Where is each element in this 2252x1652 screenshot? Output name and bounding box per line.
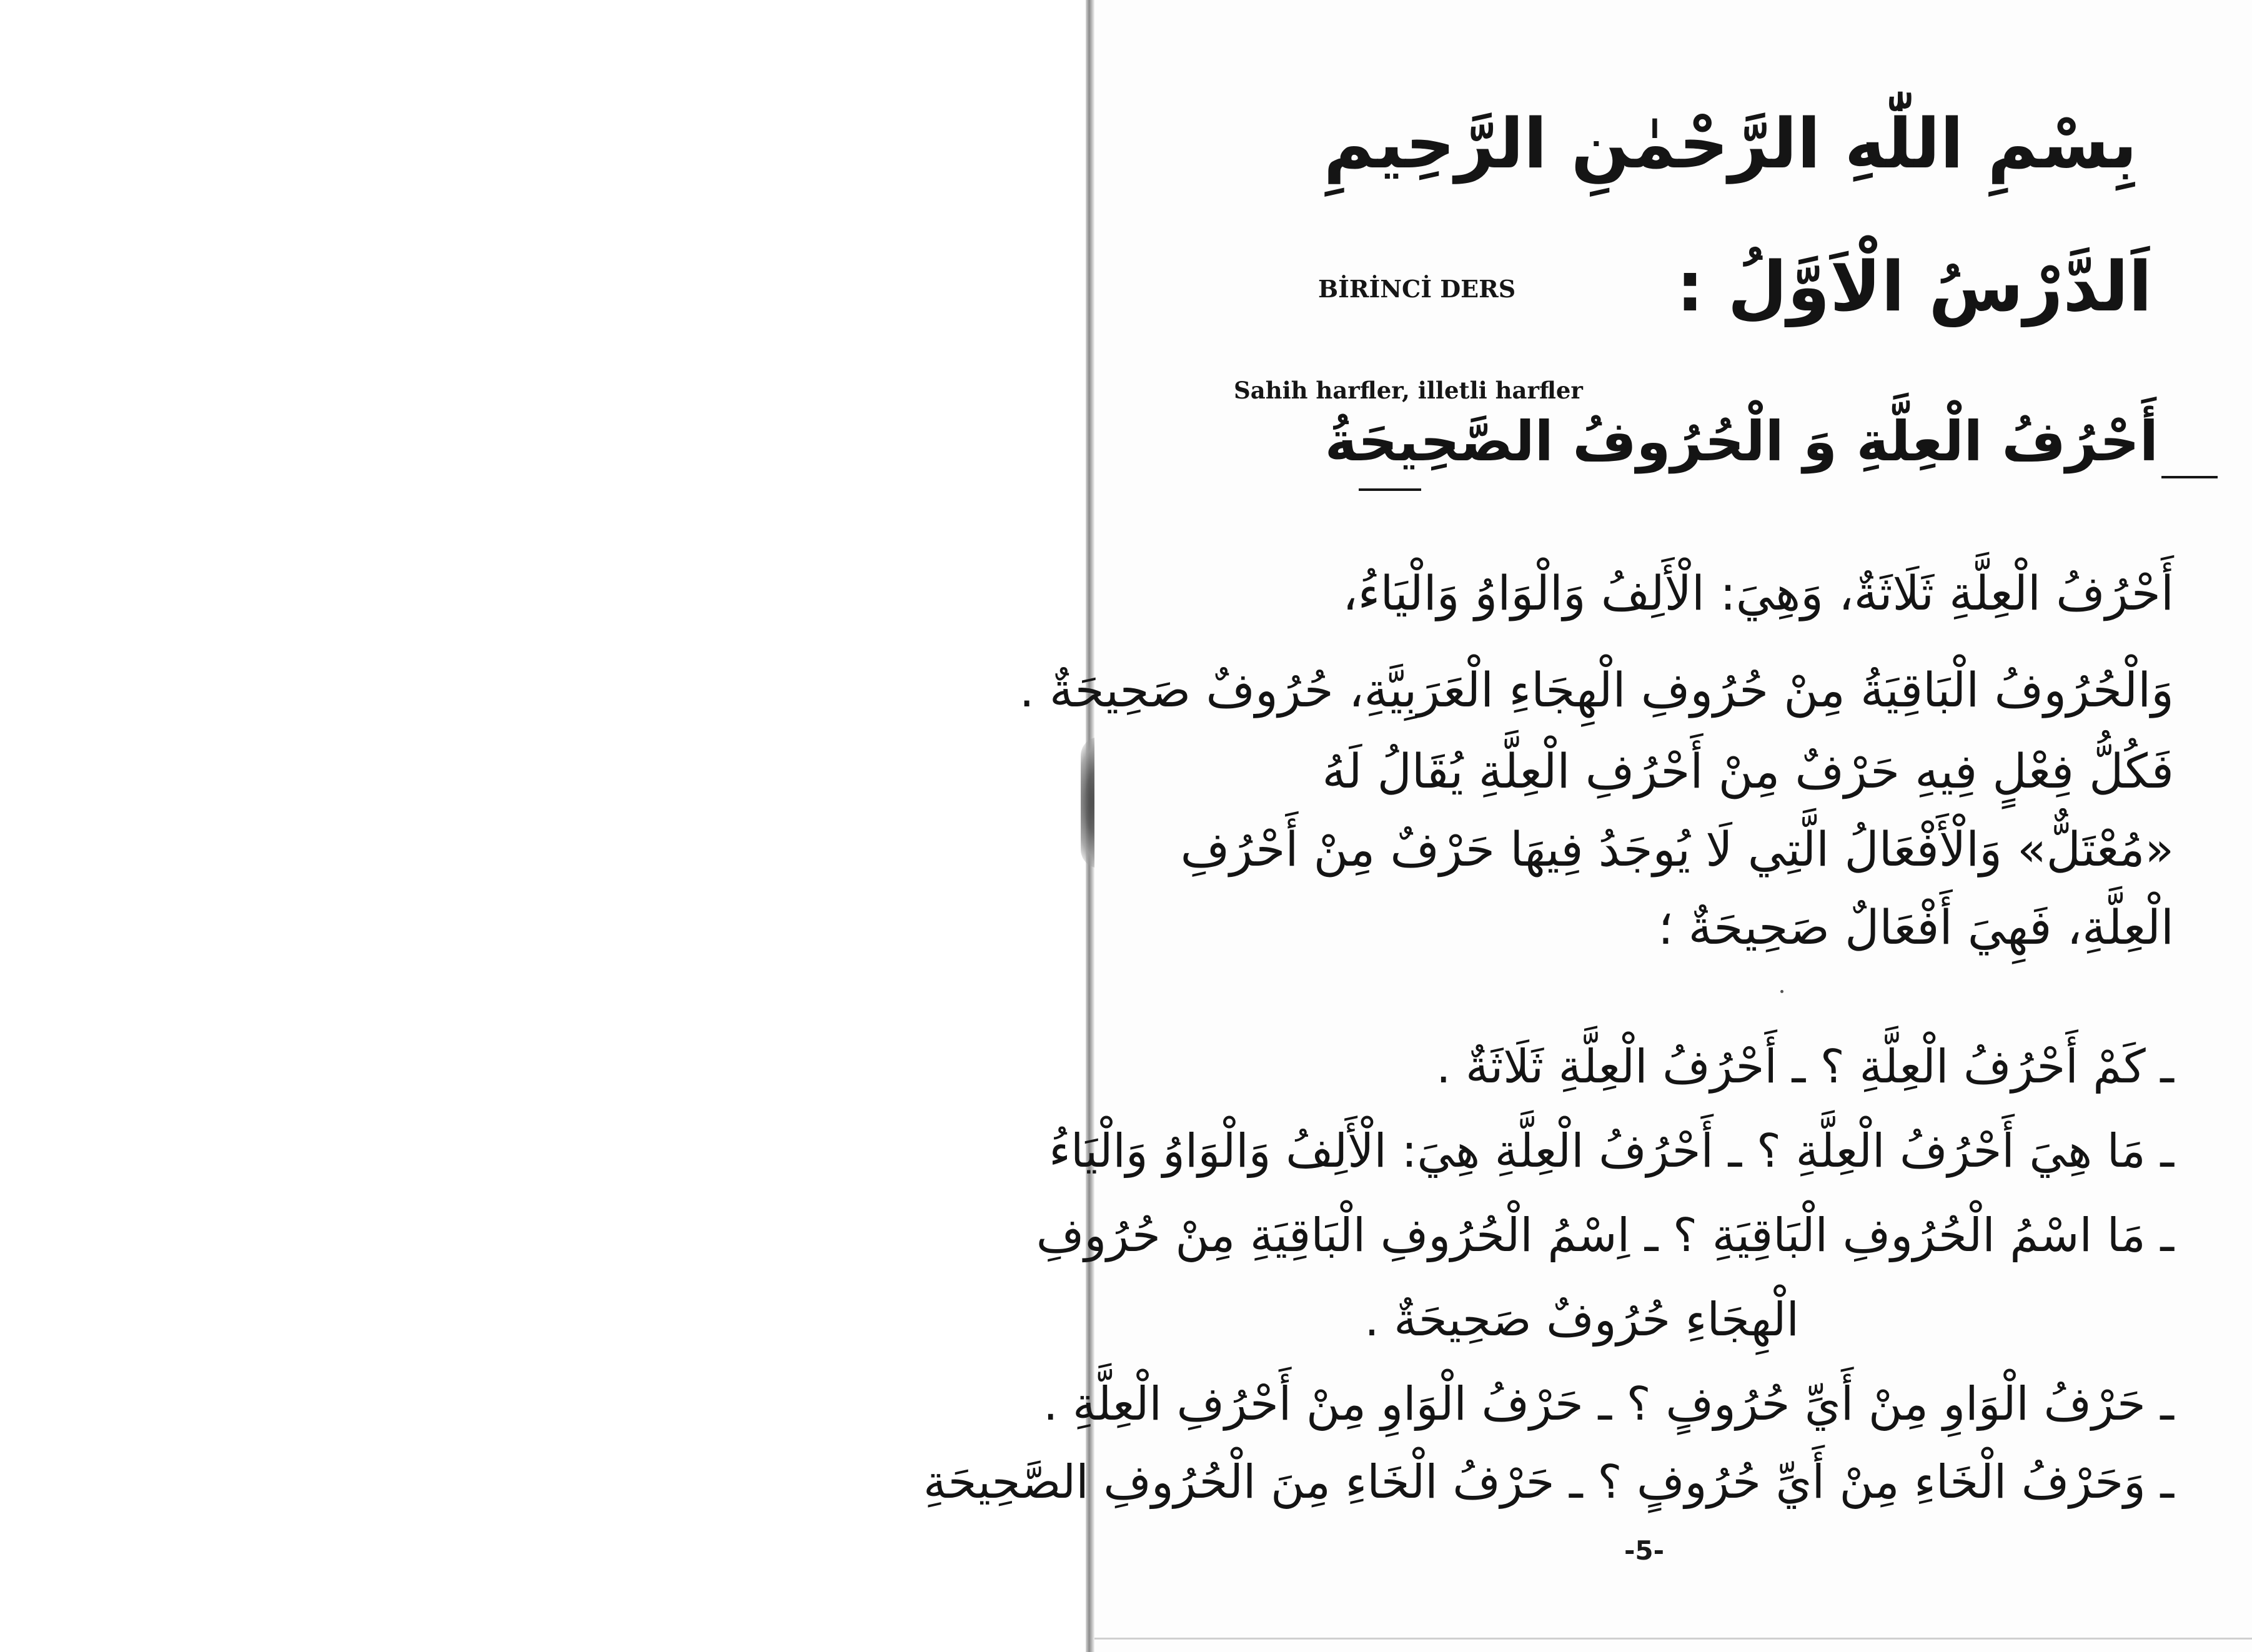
topic-latin-title: Sahih harfler, illetli harfler xyxy=(1234,377,1583,404)
left-blank-page xyxy=(0,0,1086,1652)
body-line-2: وَالْحُرُوفُ الْبَاقِيَةُ مِنْ حُرُوفِ الْهِجَاءِ الْعَرَبِيَّةِ، حُرُوفٌ صَحِيحَةٌ . xyxy=(1019,662,2174,718)
page-bottom-edge xyxy=(1094,1638,2252,1640)
print-speck xyxy=(1780,990,1783,993)
lesson-latin-title: BİRİNCİ DERS xyxy=(1318,275,1516,303)
topic-arabic-title: أَحْرُفُ الْعِلَّةِ وَ الْحُرُوفُ الصَّحِيحَةُ xyxy=(1324,409,2158,473)
qa-line-3: ـ مَا اسْمُ الْحُرُوفِ الْبَاقِيَةِ ؟ ـ اِسْمُ الْحُرُوفِ الْبَاقِيَةِ مِنْ حُرُوفِ xyxy=(1036,1209,2174,1262)
qa-line-2: ـ مَا هِيَ أَحْرُفُ الْعِلَّةِ ؟ ـ أَحْرُفُ الْعِلَّةِ هِيَ: الْأَلِفُ وَالْوَاوُ وَالْيَاءُ xyxy=(1049,1124,2174,1178)
page-number: -5- xyxy=(1624,1535,1665,1566)
body-line-4: «مُعْتَلٌّ» وَالْأَفْعَالُ الَّتِي لَا يُوجَدُ فِيهَا حَرْفٌ مِنْ أَحْرُفِ xyxy=(1180,821,2174,877)
lesson-arabic-title: اَلدَّرْسُ الْاَوَّلُ : xyxy=(1676,247,2152,327)
qa-line-4: ـ حَرْفُ الْوَاوِ مِنْ أَيِّ حُرُوفٍ ؟ ـ حَرْفُ الْوَاوِ مِنْ أَحْرُفِ الْعِلَّةِ . xyxy=(1043,1377,2174,1431)
qa-line-5: ـ وَحَرْفُ الْخَاءِ مِنْ أَيِّ حُرُوفٍ ؟ ـ حَرْفُ الْخَاءِ مِنَ الْحُرُوفِ الصَّحِيحَةِ xyxy=(923,1455,2174,1509)
qa-line-3-continued: الْهِجَاءِ حُرُوفٌ صَحِيحَةٌ . xyxy=(1364,1293,1799,1347)
body-line-5: الْعِلَّةِ، فَهِيَ أَفْعَالٌ صَحِيحَةٌ ؛ xyxy=(1658,899,2174,955)
basmala-calligraphy: بِسْمِ اللّٰهِ الرَّحْمٰنِ الرَّحِيمِ xyxy=(1323,104,2138,184)
body-line-3: فَكُلُّ فِعْلٍ فِيهِ حَرْفٌ مِنْ أَحْرُفِ الْعِلَّةِ يُقَالُ لَهُ xyxy=(1322,743,2174,799)
body-line-1: أَحْرُفُ الْعِلَّةِ ثَلَاثَةٌ، وَهِيَ: الْأَلِفُ وَالْوَاوُ وَالْيَاءُ، xyxy=(1342,565,2174,621)
qa-line-1: ـ كَمْ أَحْرُفُ الْعِلَّةِ ؟ ـ أَحْرُفُ الْعِلَّةِ ثَلَاثَةٌ . xyxy=(1436,1040,2174,1094)
topic-dash-right xyxy=(2161,476,2218,478)
topic-dash-left xyxy=(1359,488,1421,491)
